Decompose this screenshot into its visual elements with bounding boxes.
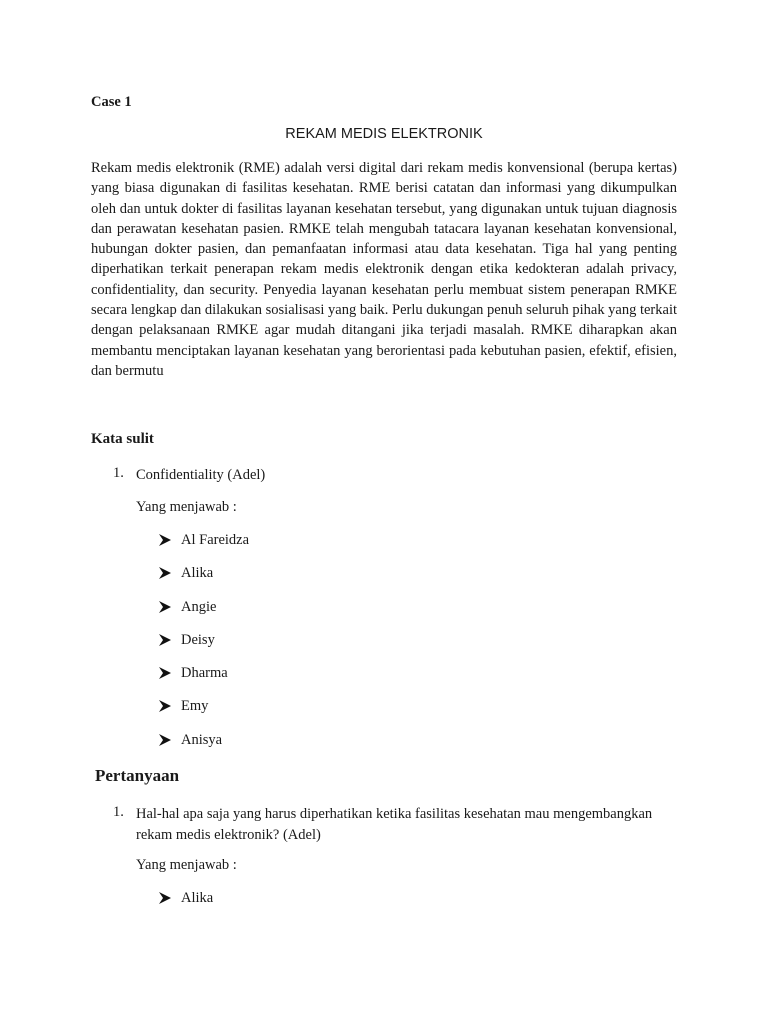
responder-name: Alika <box>181 890 214 906</box>
responder-name: Deisy <box>181 632 215 648</box>
case-title: Case 1 <box>91 94 132 110</box>
kata-sulit-heading: Kata sulit <box>91 431 154 447</box>
arrow-bullet-icon <box>158 666 172 680</box>
responder-name: Dharma <box>181 665 228 681</box>
kata-sulit-item-number: 1. <box>113 465 124 481</box>
responder-name: Al Fareidza <box>181 532 250 548</box>
pertanyaan-item-text: Hal-hal apa saja yang harus diperhatikan ketika fasilitas kesehatan mau mengembangkan rekam medis elektronik? (Adel) <box>136 806 653 843</box>
arrow-bullet-icon <box>158 566 172 580</box>
responder-label: Yang menjawab : <box>136 857 237 873</box>
responder-name: Anisya <box>181 732 223 748</box>
document-title: REKAM MEDIS ELEKTRONIK <box>285 126 483 142</box>
arrow-bullet-icon <box>158 699 172 713</box>
arrow-bullet-icon <box>158 533 172 547</box>
arrow-bullet-icon <box>158 733 172 747</box>
arrow-bullet-icon <box>158 633 172 647</box>
body-paragraph: Rekam medis elektronik (RME) adalah versi digital dari rekam medis konvensional (berupa kertas) yang biasa digunakan di fasilitas kesehatan. RME berisi catatan dan informasi yang dikumpulkan oleh dan untuk dokter di fasilitas layanan kesehatan tersebut, yang digunakan untuk tujuan diagnosis dan perawatan kesehatan pasien. RMKE telah mengubah tatacara layanan kesehatan konvensional, hubungan dokter pasien, dan pemanfaatan informasi atau data kesehatan. Tiga hal yang penting diperhatikan terkait penerapan rekam medis elektronik dengan etika kedokteran adalah privacy, confidentiality, dan security. Penyedia layanan kesehatan perlu membuat sistem penerapan RMKE secara lengkap dan dilakukan sosialisasi yang baik. Perlu dukungan penuh seluruh pihak yang terkait dengan pelaksanaan RMKE agar mudah ditangani jika terjadi masalah. RMKE diharapkan akan membantu menciptakan layanan kesehatan yang berorientasi pada kebutuhan pasien, efektif, efisien, dan bermutu <box>91 160 677 379</box>
arrow-bullet-icon <box>158 600 172 614</box>
pertanyaan-item-number: 1. <box>113 804 124 820</box>
pertanyaan-heading: Pertanyaan <box>95 766 180 785</box>
responder-name: Angie <box>181 599 217 615</box>
responder-name: Alika <box>181 565 214 581</box>
responder-name: Emy <box>181 698 209 714</box>
arrow-bullet-icon <box>158 891 172 905</box>
responder-label: Yang menjawab : <box>136 499 237 515</box>
kata-sulit-item-text: Confidentiality (Adel) <box>136 467 266 483</box>
